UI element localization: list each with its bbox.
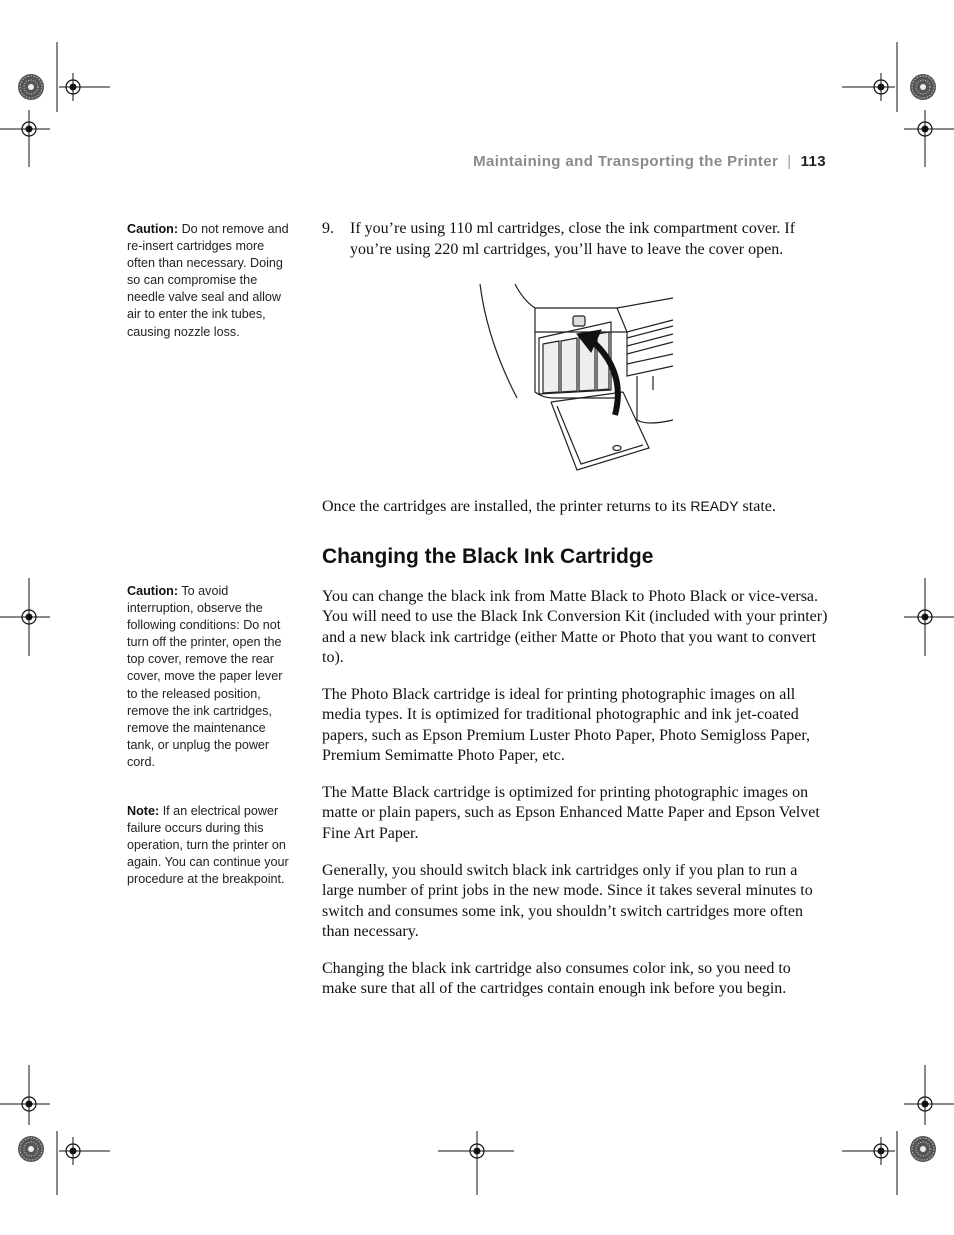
ready-sentence-end: state. [742,498,776,515]
page-number: 113 [800,153,826,170]
color-target-icon [910,74,936,100]
ready-state-text [322,496,828,517]
step-number: 9. [322,220,334,237]
body-paragraph: You can change the black ink from Matte Black to Photo Black or vice-versa. You will need to use the Black Ink Conversion Kit (included with your printer) and a new black ink cartridge (either Matte or Photo that you want to convert to). [322,588,828,666]
caution-text: Do not remove and re-insert cartridges more often than necessary. Doing so can compromise the needle valve seal and allow air to enter the ink tubes, causing nozzle loss. [127,222,289,339]
running-header [420,153,826,170]
color-target-icon [910,1136,936,1162]
header-separator: | [787,153,792,170]
ready-sentence-start: Once the cartridges are installed, the printer returns to its [322,498,687,515]
step-text: If you’re using 110 ml cartridges, close the ink compartment cover. If you’re using 220 ml cartridges, you’ll have to leave the cover open. [350,220,796,258]
caution-note-interruption [127,583,289,771]
caution-text: To avoid interruption, observe the following conditions: Do not turn off the printer, open the top cover, remove the rear cover, move the paper lever to the released position, remove the ink cartridges, remove the maintenance tank, or unplug the power cord. [127,584,283,769]
caution-label: Caution: [127,584,179,598]
ink-compartment-cover-illustration [477,280,677,475]
note-text: If an electrical power failure occurs during this operation, turn the printer on again. You can continue your procedure at the breakpoint. [127,804,289,887]
body-paragraph: Changing the black ink cartridge also consumes color ink, so you need to make sure that all of the cartridges contain enough ink before you begin. [322,960,791,998]
ready-state-label: READY [690,498,739,514]
body-paragraph: The Matte Black cartridge is optimized for printing photographic images on matte or plain papers, such as Epson Enhanced Matte Paper and Epson Velvet Fine Art Paper. [322,784,820,842]
color-target-icon [18,1136,44,1162]
section-heading: Changing the Black Ink Cartridge [322,545,654,568]
body-paragraph: Generally, you should switch black ink cartridges only if you plan to run a large number of print jobs in the new mode. Since it takes several minutes to switch and consumes some ink, you shouldn’t switch cartridges more often than necessary. [322,862,813,940]
power-failure-note [127,803,289,888]
caution-label: Caution: [127,222,179,236]
note-label: Note: [127,804,160,818]
step-9 [322,218,827,260]
caution-note-reinsert [127,221,289,341]
color-target-icon [18,74,44,100]
running-title: Maintaining and Transporting the Printer [473,153,779,170]
body-paragraph: The Photo Black cartridge is ideal for printing photographic images on all media types. It is optimized for traditional photographic and ink jet-coated papers, such as Epson Premium Luster Photo Paper, Photo Semigloss Paper, Premium Semimatte Photo Paper, etc. [322,686,811,764]
